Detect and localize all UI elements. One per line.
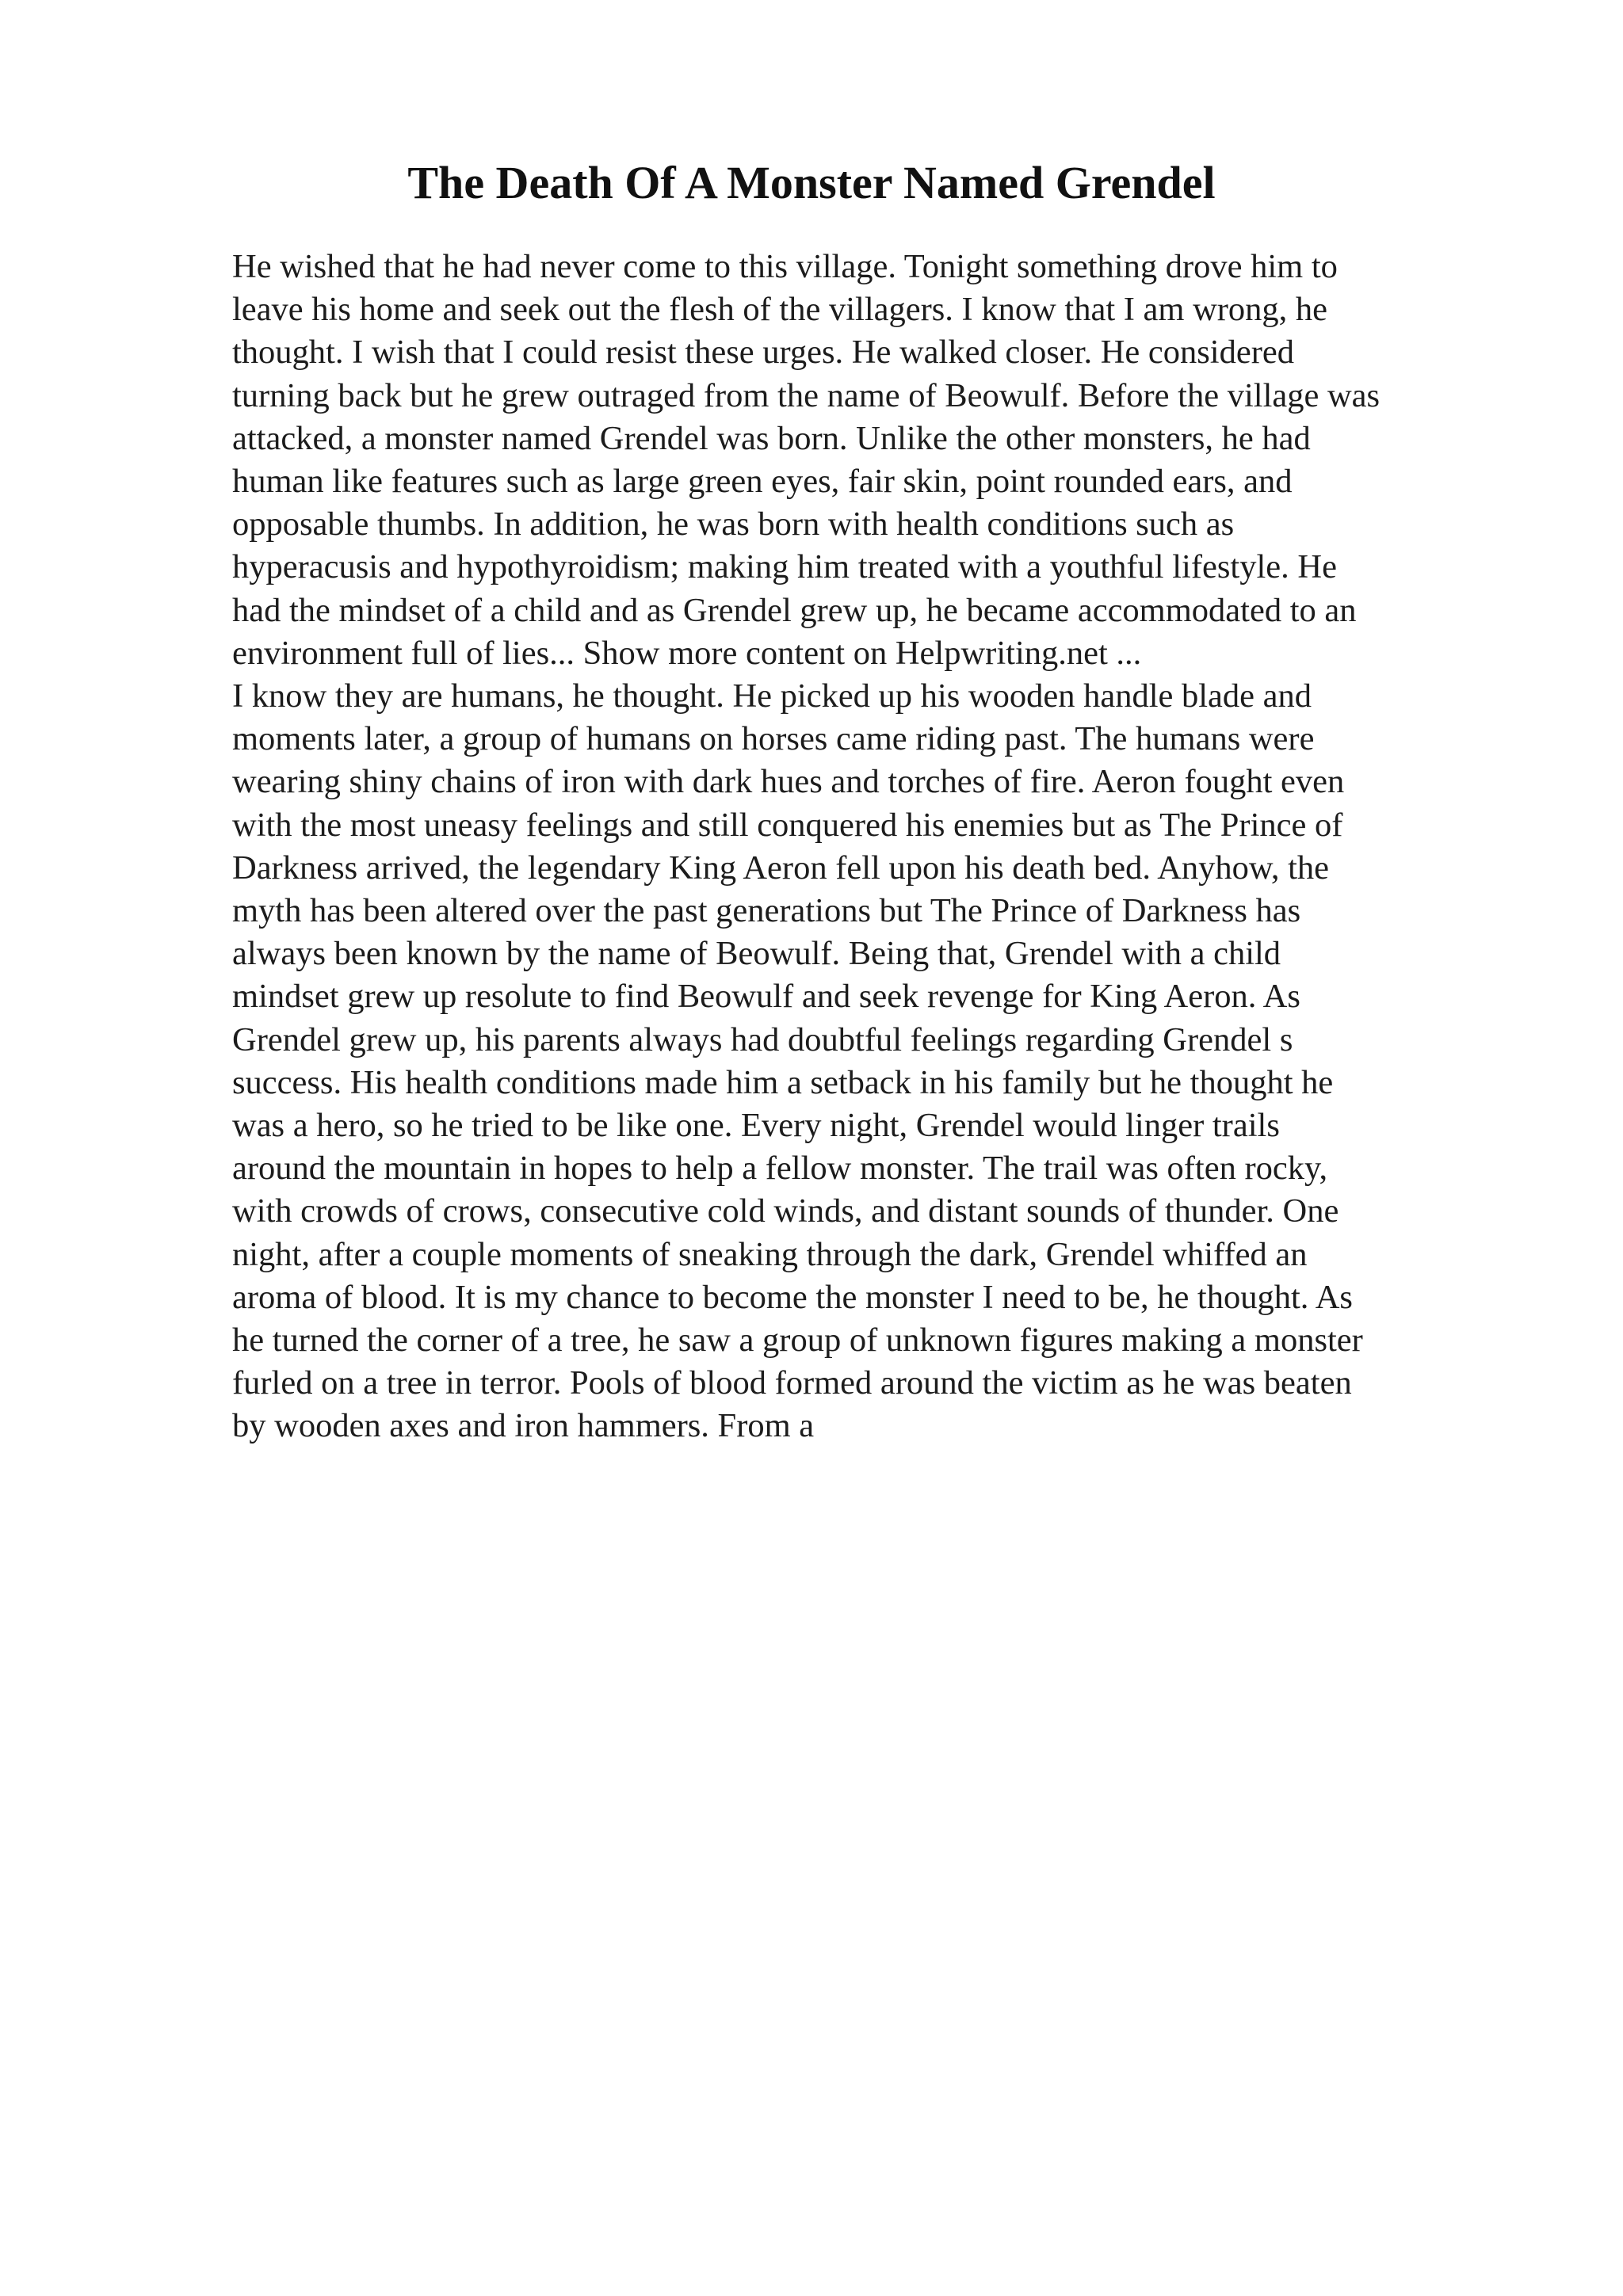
- body-line: mindset grew up resolute to find Beowulf and seek revenge for King Aeron. As: [232, 978, 1300, 1016]
- document-body: [232, 246, 1500, 1448]
- body-line: opposable thumbs. In addition, he was born with health conditions such as: [232, 505, 1235, 543]
- body-line: attacked, a monster named Grendel was born. Unlike the other monsters, he had: [232, 419, 1311, 457]
- body-line: by wooden axes and iron hammers. From a: [232, 1407, 815, 1445]
- body-line: aroma of blood. It is my chance to become the monster I need to be, he thought. As: [232, 1278, 1353, 1316]
- body-line: hyperacusis and hypothyroidism; making him treated with a youthful lifestyle. He: [232, 548, 1337, 586]
- body-line: environment full of lies... Show more content on Helpwriting.net ...: [232, 634, 1142, 672]
- body-line: Grendel grew up, his parents always had doubtful feelings regarding Grendel s: [232, 1020, 1293, 1058]
- body-line: had the mindset of a child and as Grendel grew up, he became accommodated to an: [232, 591, 1357, 629]
- body-line: with the most uneasy feelings and still conquered his enemies but as The Prince of: [232, 806, 1343, 844]
- body-line: furled on a tree in terror. Pools of blood formed around the victim as he was beaten: [232, 1364, 1352, 1402]
- body-line: He wished that he had never come to this village. Tonight something drove him to: [232, 248, 1338, 285]
- body-line: Darkness arrived, the legendary King Aeron fell upon his death bed. Anyhow, the: [232, 849, 1330, 887]
- body-line: human like features such as large green eyes, fair skin, point rounded ears, and: [232, 463, 1293, 501]
- body-line: success. His health conditions made him a setback in his family but he thought he: [232, 1063, 1334, 1101]
- document-title: The Death Of A Monster Named Grendel: [407, 157, 1216, 208]
- body-line: was a hero, so he tried to be like one. Every night, Grendel would linger trails: [232, 1107, 1280, 1145]
- body-line: night, after a couple moments of sneaking through the dark, Grendel whiffed an: [232, 1235, 1308, 1273]
- body-line: I know they are humans, he thought. He picked up his wooden handle blade and: [232, 677, 1312, 715]
- body-line: around the mountain in hopes to help a fellow monster. The trail was often rocky,: [232, 1150, 1328, 1188]
- body-line: myth has been altered over the past generations but The Prince of Darkness has: [232, 892, 1301, 930]
- body-line: moments later, a group of humans on horses came riding past. The humans were: [232, 720, 1315, 758]
- body-line: with crowds of crows, consecutive cold winds, and distant sounds of thunder. One: [232, 1192, 1339, 1230]
- body-line: thought. I wish that I could resist these urges. He walked closer. He considered: [232, 334, 1294, 372]
- body-line: always been known by the name of Beowulf. Being that, Grendel with a child: [232, 935, 1281, 973]
- body-line: turning back but he grew outraged from the name of Beowulf. Before the village was: [232, 376, 1381, 414]
- body-line: he turned the corner of a tree, he saw a group of unknown figures making a monster: [232, 1322, 1363, 1360]
- body-line: wearing shiny chains of iron with dark hues and torches of fire. Aeron fought even: [232, 763, 1345, 801]
- body-line: leave his home and seek out the flesh of the villagers. I know that I am wrong, he: [232, 291, 1328, 329]
